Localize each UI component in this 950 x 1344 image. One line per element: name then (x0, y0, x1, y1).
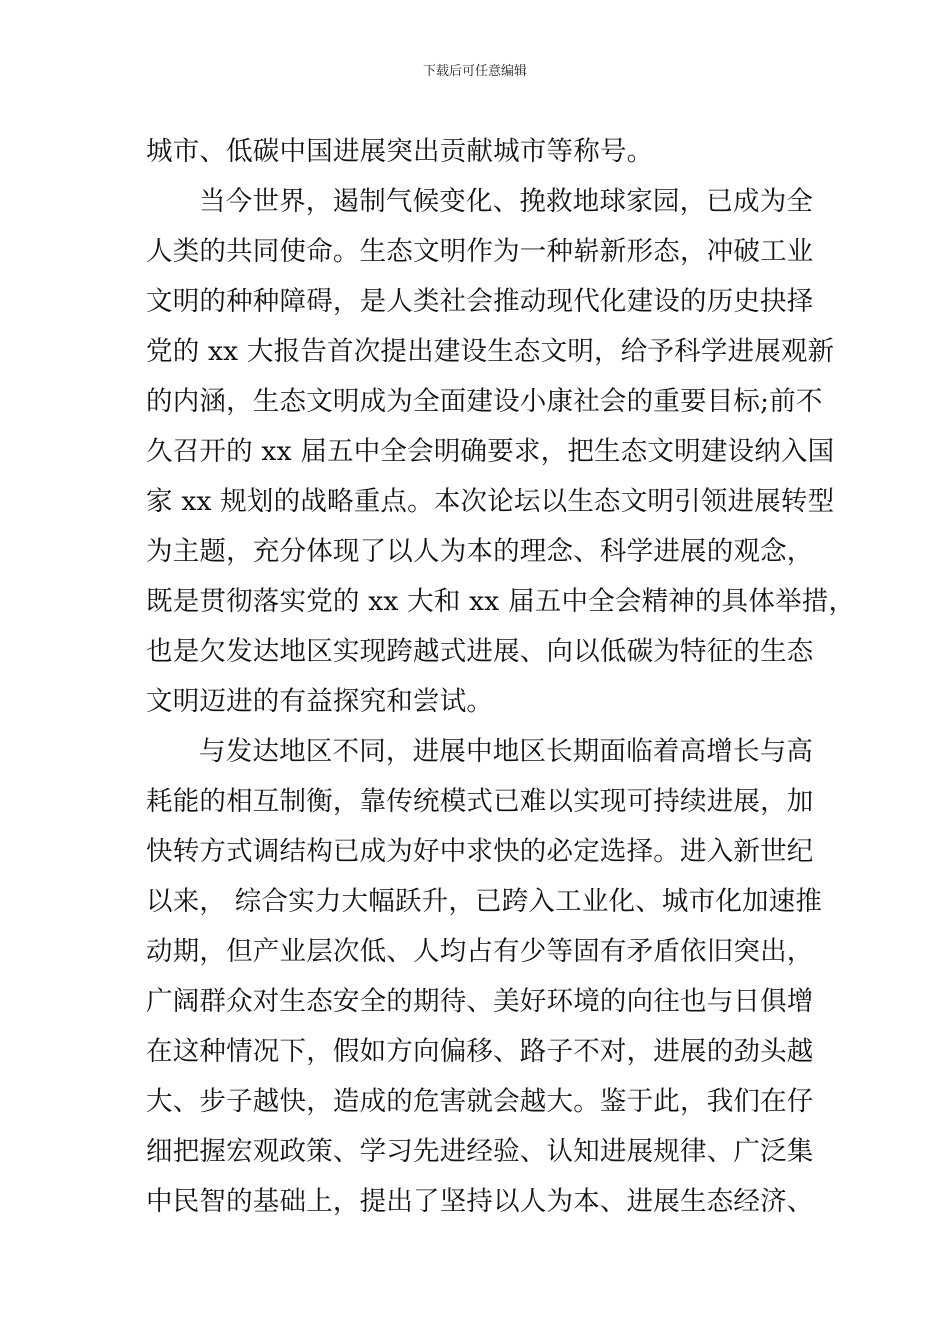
text-line: 动期，但产业层次低、人均占有少等固有矛盾依旧突出， (146, 936, 814, 967)
paragraph-start-line: 与发达地区不同，进展中地区长期面临着高增长与高 (199, 736, 814, 767)
text-line: 的内涵，生态文明成为全面建设小康社会的重要目标;前不 (146, 386, 823, 417)
text-line: 人类的共同使命。生态文明作为一种崭新形态，冲破工业 (146, 236, 814, 267)
text-line: 以来， 综合实力大幅跃升，已跨入工业化、城市化加速推 (146, 886, 823, 917)
paragraph-start-line: 当今世界，遏制气候变化、挽救地球家园，已成为全 (199, 186, 814, 217)
text-line: 大、步子越快，造成的危害就会越大。鉴于此，我们在仔 (146, 1086, 814, 1117)
text-line: 耗能的相互制衡，靠传统模式已难以实现可持续进展，加 (146, 786, 814, 817)
body-text (146, 127, 856, 1227)
text-line: 在这种情况下，假如方向偏移、路子不对，进展的劲头越 (146, 1036, 814, 1067)
text-line: 为主题，充分体现了以人为本的理念、科学进展的观念， (146, 536, 814, 567)
text-line: 广阔群众对生态安全的期待、美好环境的向往也与日俱增 (146, 986, 814, 1017)
text-line: 党的 xx 大报告首次提出建设生态文明，给予科学进展观新 (146, 336, 835, 367)
text-line: 城市、低碳中国进展突出贡献城市等称号。 (146, 136, 654, 167)
page-header: 下载后可任意编辑 (422, 64, 527, 79)
text-line: 快转方式调结构已成为好中求快的必定选择。进入新世纪 (146, 836, 814, 867)
text-line: 文明的种种障碍，是人类社会推动现代化建设的历史抉择 (146, 286, 814, 317)
text-line: 细把握宏观政策、学习先进经验、认知进展规律、广泛集 (146, 1136, 814, 1167)
text-line: 中民智的基础上，提出了坚持以人为本、进展生态经济、 (146, 1186, 814, 1217)
text-line: 家 xx 规划的战略重点。本次论坛以生态文明引领进展转型 (146, 486, 835, 517)
text-line: 既是贯彻落实党的 xx 大和 xx 届五中全会精神的具体举措， (146, 586, 856, 617)
text-line: 文明迈进的有益探究和尝试。 (146, 686, 494, 717)
text-line: 也是欠发达地区实现跨越式进展、向以低碳为特征的生态 (146, 636, 814, 667)
text-line: 久召开的 xx 届五中全会明确要求，把生态文明建设纳入国 (146, 436, 835, 467)
